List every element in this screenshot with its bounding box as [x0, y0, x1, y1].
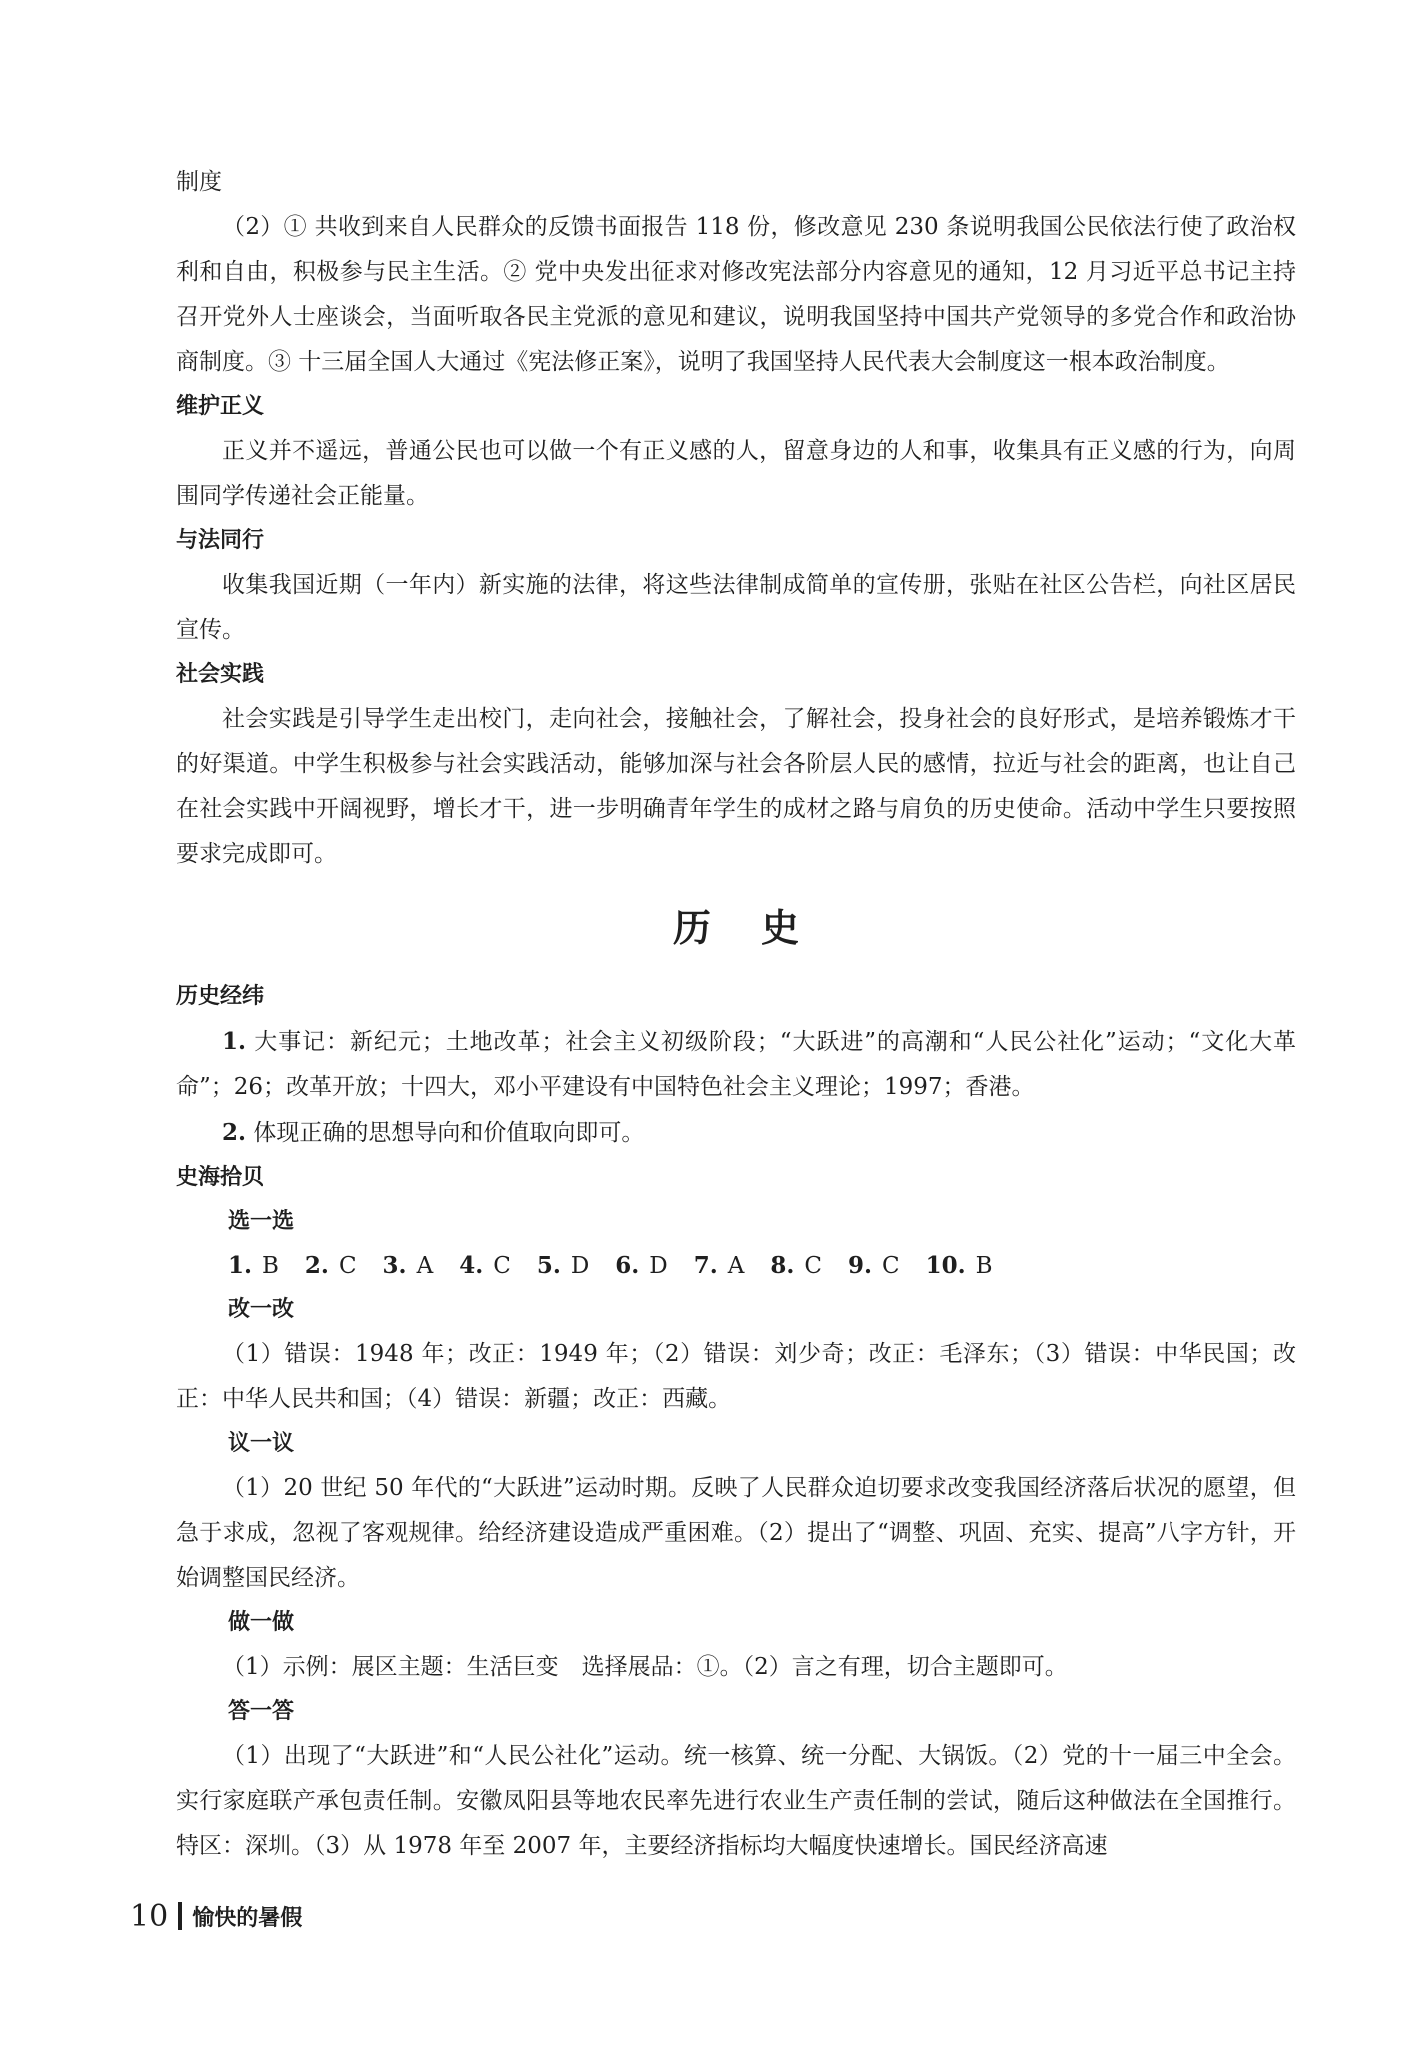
answer-item — [615, 1244, 667, 1288]
paragraph-law: 收集我国近期（一年内）新实施的法律，将这些法律制成简单的宣传册，张贴在社区公告栏，向社区居民宣传。 — [176, 572, 1296, 643]
footer-divider — [178, 1902, 182, 1930]
item-1-text: 大事记：新纪元；土地改革；社会主义初级阶段；“大跃进”的高潮和“人民公社化”运动；“文化大革命”；26；改革开放；十四大，邓小平建设有中国特色社会主义理论；1997；香港。 — [176, 1029, 1297, 1100]
paragraph-item-1 — [176, 1019, 1296, 1110]
answer-number: 5. — [536, 1252, 561, 1279]
paragraph-do: （1）示例：展区主题：生活巨变 选择展品：①。（2）言之有理，切合主题即可。 — [222, 1654, 1068, 1680]
subheading-correct: 改一改 — [228, 1297, 295, 1322]
answer-item — [926, 1244, 993, 1288]
paragraph-discuss: （1）20 世纪 50 年代的“大跃进”运动时期。反映了人民群众迫切要求改变我国经济落后状况的愿望，但急于求成，忽视了客观规律。给经济建设造成严重困难。（2）提出了“调整、巩固、充实、提高”八字方针，开始调整国民经济。 — [176, 1475, 1296, 1591]
answer-value: D — [649, 1253, 668, 1279]
subheading-do: 做一做 — [228, 1610, 295, 1635]
heading-law: 与法同行 — [176, 528, 265, 553]
section-title-history: 历史 — [672, 905, 849, 950]
answer-number: 7. — [693, 1252, 718, 1279]
answer-item — [537, 1244, 589, 1288]
paragraph-social-practice: 社会实践是引导学生走出校门，走向社会，接触社会，了解社会，投身社会的良好形式，是培养锻炼才干的好渠道。中学生积极参与社会实践活动，能够加深与社会各阶层人民的感情，拉近与社会的距离，也让自己在社会实践中开阔视野，增长才干，进一步明确青年学生的成材之路与肩负的历史使命。活动中学生只要按照要求完成即可。 — [176, 706, 1296, 867]
paragraph-justice: 正义并不遥远，普通公民也可以做一个有正义感的人，留意身边的人和事，收集具有正义感的行为，向周围同学传递社会正能量。 — [176, 438, 1296, 509]
answer-number: 3. — [382, 1252, 407, 1279]
item-2-number: 2. — [222, 1119, 247, 1146]
page-footer — [130, 1896, 302, 1936]
heading-history-overview: 历史经纬 — [176, 984, 265, 1009]
answer-item — [383, 1244, 434, 1288]
answer-item — [694, 1244, 745, 1288]
subheading-choose: 选一选 — [228, 1209, 295, 1234]
answer-item — [459, 1244, 511, 1288]
answer-number: 1. — [228, 1252, 253, 1279]
answer-number: 8. — [770, 1252, 795, 1279]
paragraph-answer: （1）出现了“大跃进”和“人民公社化”运动。统一核算、统一分配、大锅饭。（2）党的十一届三中全会。实行家庭联产承包责任制。安徽凤阳县等地农民率先进行农业生产责任制的尝试，随后这种做法在全国推行。特区：深圳。（3）从 1978 年至 2007 年，主要经济指标均大幅度快速增长。国民经济高速 — [176, 1743, 1296, 1859]
paragraph-constitution: （2）① 共收到来自人民群众的反馈书面报告 118 份，修改意见 230 条说明我国公民依法行使了政治权利和自由，积极参与民主生活。② 党中央发出征求对修改宪法部分内容意见的通知，12 月习近平总书记主持召开党外人士座谈会，当面听取各民主党派的意见和建议，说明我国坚持中国共产党领导的多党合作和政治协商制度。③ 十三届全国人大通过《宪法修正案》，说明了我国坚持人民代表大会制度这一根本政治制度。 — [176, 214, 1296, 375]
answer-value: A — [727, 1253, 745, 1279]
answer-item — [848, 1244, 900, 1288]
answer-value: A — [416, 1253, 434, 1279]
item-1-number: 1. — [222, 1028, 247, 1055]
answer-value: B — [975, 1253, 993, 1279]
answer-value: C — [493, 1253, 511, 1279]
answer-list — [176, 1244, 1296, 1288]
heading-history-shells: 史海拾贝 — [176, 1165, 265, 1190]
answer-number: 9. — [848, 1252, 873, 1279]
heading-social-practice: 社会实践 — [176, 662, 265, 687]
paragraph-correct: （1）错误：1948 年；改正：1949 年；（2）错误：刘少奇；改正：毛泽东；（3）错误：中华民国；改正：中华人民共和国；（4）错误：新疆；改正：西藏。 — [176, 1341, 1296, 1412]
answer-item — [305, 1244, 357, 1288]
answer-value: C — [882, 1253, 900, 1279]
answer-number: 10. — [925, 1252, 966, 1279]
answer-number: 6. — [615, 1252, 640, 1279]
page-content — [176, 160, 1296, 1869]
answer-number: 2. — [304, 1252, 329, 1279]
answer-item — [770, 1244, 822, 1288]
item-2-text: 体现正确的思想导向和价值取向即可。 — [253, 1120, 645, 1146]
answer-value: C — [804, 1253, 823, 1279]
answer-value: D — [570, 1253, 590, 1279]
heading-justice: 维护正义 — [176, 394, 265, 419]
answer-item — [228, 1244, 279, 1288]
paragraph-item-2 — [176, 1110, 1296, 1156]
book-title: 愉快的暑假 — [192, 1905, 303, 1931]
subheading-discuss: 议一议 — [228, 1431, 295, 1456]
paragraph-system: 制度 — [176, 169, 222, 195]
answer-value: B — [262, 1253, 279, 1279]
answer-number: 4. — [459, 1252, 484, 1279]
answer-value: C — [338, 1253, 357, 1279]
page-number: 10 — [130, 1898, 169, 1934]
subheading-answer: 答一答 — [228, 1699, 295, 1724]
